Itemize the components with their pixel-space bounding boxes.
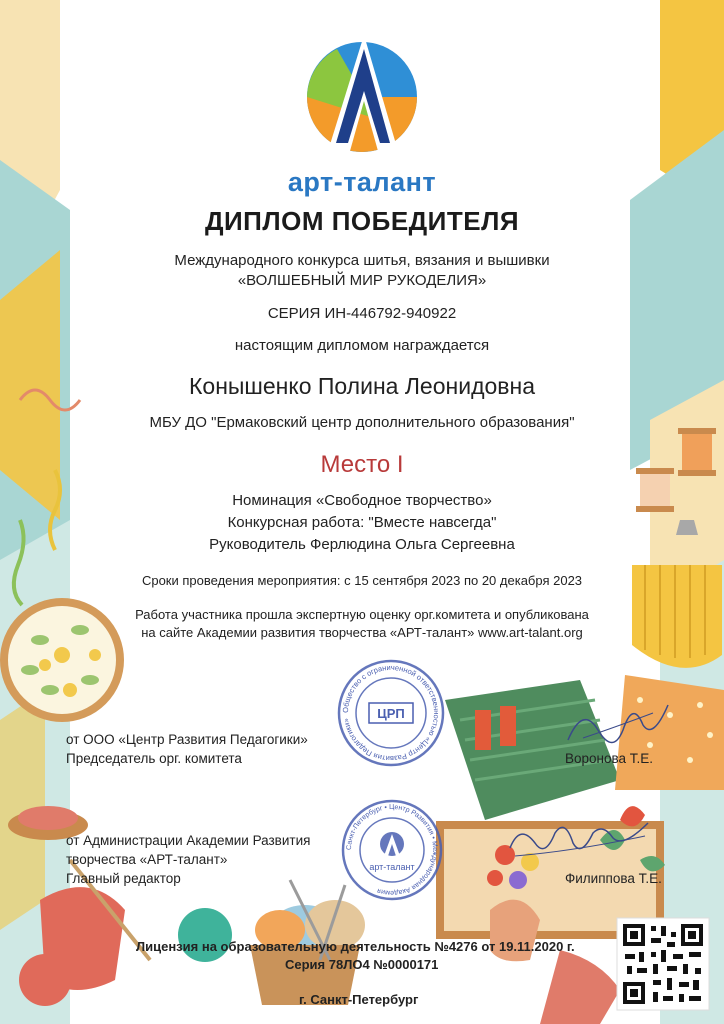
series-number: СЕРИЯ ИН-446792-940922 [267,305,457,322]
crp-stamp [336,658,446,768]
recipient-name: Конышенко Полина Леонидовна [189,373,535,399]
contest-line-1: Международного конкурса шитья, вязания и вышивки [174,252,550,269]
review-line-1: Работа участника прошла экспертную оценку орг.комитета и опубликована [135,607,589,622]
second-signature-org-2: творчества «АРТ-талант» [66,852,228,867]
qr-code-icon[interactable] [617,918,709,1010]
art-talant-logo-icon [302,33,422,157]
signature-1 [563,700,673,750]
svg-text:ЦРП: ЦРП [377,706,405,721]
second-signer-name: Филиппова Т.Е. [565,871,662,886]
brand-name: арт-талант [287,167,437,197]
first-signature-role: Председатель орг. комитета [66,751,242,766]
diploma-title: ДИПЛОМ ПОБЕДИТЕЛЯ [204,206,520,236]
first-signature-org: от ООО «Центр Развития Педагогики» [66,732,308,747]
svg-text:арт-талант: арт-талант [369,862,415,872]
license: Лицензия на образовательную деятельность №4276 от 19.11.2020 г. [136,939,575,954]
review-line-2: на сайте Академии развития творчества «АРТ-талант» www.art-talant.org [141,625,583,640]
supervisor: Руководитель Ферлюдина Ольга Сергеевна [209,536,515,553]
event-dates: Сроки проведения мероприятия: с 15 сентября 2023 по 20 декабря 2023 [141,573,583,588]
nomination: Номинация «Свободное творчество» [232,492,492,509]
svg-text:Общество с ограниченной ответс: Общество с ограниченной ответственностью «Центр Развития Педагогики» [340,662,442,764]
signature-2 [505,818,655,868]
svg-text:Санкт-Петербург • Центр Развит: Санкт-Петербург • Центр Развития • Международная Академия [345,803,439,897]
contest-name: «ВОЛШЕБНЫЙ МИР РУКОДЕЛИЯ» [237,272,487,289]
first-signer-name: Воронова Т.Е. [565,751,654,766]
awarded-text: настоящим дипломом награждается [234,337,490,354]
city: г. Санкт-Петербург [299,992,419,1007]
institution: МБУ ДО "Ермаковский центр дополнительного образования" [149,414,575,431]
license-series: Серия 78ЛО4 №0000171 [285,957,439,972]
second-signature-role: Главный редактор [66,871,181,886]
competition-work: Конкурсная работа: "Вместе навсегда" [227,514,497,531]
second-signature-org: от Администрации Академии Развития [66,833,311,848]
place: Место I [320,451,404,478]
art-talant-stamp [340,798,444,902]
